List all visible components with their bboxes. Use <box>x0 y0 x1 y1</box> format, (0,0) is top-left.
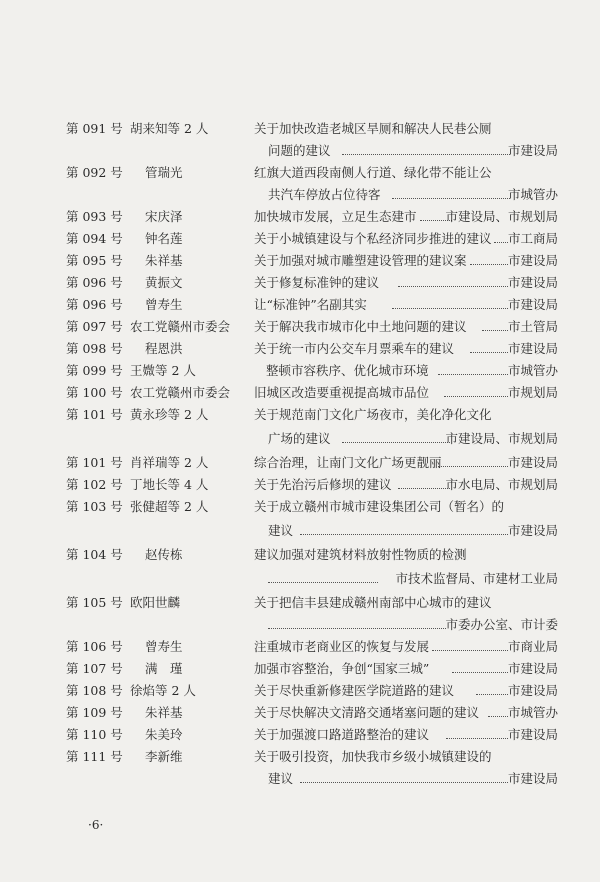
proposal-number: 第 104 号 <box>66 547 123 562</box>
proposal-title-continued: 建议 <box>268 523 294 538</box>
proposal-number: 第 099 号 <box>66 363 123 378</box>
proposal-entry <box>0 272 600 294</box>
proposal-title-continued: 广场的建议 <box>268 431 331 446</box>
dot-leader <box>392 308 508 309</box>
dot-leader <box>300 534 508 535</box>
proposal-entry-continued <box>0 768 600 790</box>
proposal-author: 张健超等 2 人 <box>130 499 209 514</box>
proposal-title: 红旗大道西段南侧人行道、绿化带不能让公 <box>254 165 492 180</box>
dot-leader <box>446 738 508 739</box>
proposal-author: 宋庆泽 <box>145 209 183 224</box>
dot-leader <box>268 582 378 583</box>
proposal-title: 整顿市容秩序、优化城市环境 <box>266 363 429 378</box>
proposal-author: 朱祥基 <box>145 253 183 268</box>
proposal-entry <box>0 294 600 316</box>
proposal-author: 王媺等 2 人 <box>130 363 196 378</box>
proposal-entry <box>0 680 600 702</box>
proposal-title: 关于小城镇建设与个私经济同步推进的建议 <box>254 231 492 246</box>
proposal-title: 关于修复标准钟的建议 <box>254 275 380 290</box>
proposal-author: 朱祥基 <box>145 705 183 720</box>
proposal-entry <box>0 360 600 382</box>
proposal-title: 关于尽快解决文清路交通堵塞问题的建议 <box>254 705 480 720</box>
proposal-title: 关于成立赣州市城市建设集团公司（暂名）的 <box>254 499 505 514</box>
proposal-title: 加快城市发展，立足生态建市 <box>254 209 417 224</box>
proposal-title: 关于解决我市城市化中土地问题的建议 <box>254 319 467 334</box>
proposal-title: 关于规范南门文化广场夜市，美化净化文化 <box>254 407 492 422</box>
dot-leader <box>482 330 508 331</box>
dot-leader <box>470 352 508 353</box>
dot-leader <box>398 488 450 489</box>
proposal-title: 关于统一市内公交车月票乘车的建议 <box>254 341 455 356</box>
proposal-author: 农工党赣州市委会 <box>130 319 231 334</box>
proposal-author: 胡来知等 2 人 <box>130 121 209 136</box>
proposal-author: 欧阳世麟 <box>130 595 181 610</box>
proposal-author: 管瑞光 <box>145 165 183 180</box>
responsible-department: 市建设局 <box>507 661 558 676</box>
proposal-entry-continued <box>0 568 600 590</box>
dot-leader <box>444 396 508 397</box>
proposal-author: 李新维 <box>145 749 183 764</box>
proposal-number: 第 101 号 <box>66 407 123 422</box>
proposal-entry <box>0 702 600 724</box>
proposal-number: 第 102 号 <box>66 477 123 492</box>
proposal-title: 关于吸引投资，加快我市乡级小城镇建设的 <box>254 749 492 764</box>
proposal-entry-continued <box>0 140 600 162</box>
proposal-title: 建议加强对建筑材料放射性物质的检测 <box>254 547 467 562</box>
proposal-author: 曾寿生 <box>145 639 183 654</box>
proposal-number: 第 091 号 <box>66 121 123 136</box>
proposal-number: 第 110 号 <box>66 727 123 742</box>
responsible-department: 市建设局 <box>507 455 558 470</box>
responsible-department: 市城管办 <box>507 705 558 720</box>
proposal-number: 第 093 号 <box>66 209 123 224</box>
proposal-title: 关于尽快重新修建医学院道路的建议 <box>254 683 455 698</box>
proposal-title-continued: 共汽车停放占位待客 <box>268 187 381 202</box>
proposal-title: 让“标准钟”名副其实 <box>254 297 367 312</box>
proposal-entry <box>0 474 600 496</box>
responsible-department: 市城管办 <box>507 363 558 378</box>
responsible-department: 市建设局 <box>507 275 558 290</box>
dot-leader <box>438 466 508 467</box>
proposal-entry <box>0 404 600 426</box>
proposal-number: 第 103 号 <box>66 499 123 514</box>
proposal-number: 第 092 号 <box>66 165 123 180</box>
proposal-number: 第 111 号 <box>66 749 123 764</box>
proposal-number: 第 095 号 <box>66 253 123 268</box>
proposal-number: 第 098 号 <box>66 341 123 356</box>
proposal-author: 程恩洪 <box>145 341 183 356</box>
proposal-entry <box>0 544 600 566</box>
proposal-number: 第 096 号 <box>66 297 123 312</box>
page-number: ·6· <box>88 818 104 832</box>
responsible-department: 市城管办 <box>507 187 558 202</box>
proposal-number: 第 094 号 <box>66 231 123 246</box>
proposal-entry <box>0 592 600 614</box>
dot-leader <box>342 442 450 443</box>
proposal-entry <box>0 228 600 250</box>
responsible-department: 市工商局 <box>507 231 558 246</box>
proposal-number: 第 101 号 <box>66 455 123 470</box>
proposal-title: 综合治理，让南门文化广场更靓丽 <box>254 455 442 470</box>
proposal-title: 关于加快改造老城区旱厕和解决人民巷公厕 <box>254 121 492 136</box>
proposal-entry <box>0 452 600 474</box>
proposal-author: 丁地长等 4 人 <box>130 477 209 492</box>
proposal-author: 满 瑾 <box>145 661 183 676</box>
proposal-number: 第 106 号 <box>66 639 123 654</box>
dot-leader <box>470 264 508 265</box>
proposal-number: 第 097 号 <box>66 319 123 334</box>
proposal-entry <box>0 636 600 658</box>
responsible-department: 市建设局 <box>507 143 558 158</box>
responsible-department: 市建设局 <box>507 253 558 268</box>
proposal-title: 关于加强对城市雕塑建设管理的建议案 <box>254 253 467 268</box>
responsible-department: 市商业局 <box>507 639 558 654</box>
proposal-author: 肖祥瑞等 2 人 <box>130 455 209 470</box>
proposal-entry <box>0 250 600 272</box>
responsible-department: 市土管局 <box>507 319 558 334</box>
responsible-department: 市建设局 <box>507 771 558 786</box>
proposal-entry-continued <box>0 520 600 542</box>
proposal-number: 第 109 号 <box>66 705 123 720</box>
proposal-title: 注重城市老商业区的恢复与发展 <box>254 639 430 654</box>
proposal-title: 旧城区改造要重视提高城市品位 <box>254 385 430 400</box>
responsible-department: 市建设局 <box>507 727 558 742</box>
proposal-entry <box>0 724 600 746</box>
responsible-department: 市建设局 <box>507 297 558 312</box>
proposal-number: 第 108 号 <box>66 683 123 698</box>
dot-leader <box>476 694 508 695</box>
dot-leader <box>452 672 508 673</box>
proposal-entry <box>0 496 600 518</box>
proposal-author: 徐焰等 2 人 <box>130 683 196 698</box>
proposal-entry-continued <box>0 428 600 450</box>
proposal-entry <box>0 118 600 140</box>
responsible-department: 市建设局 <box>507 341 558 356</box>
proposal-author: 黄永珍等 2 人 <box>130 407 209 422</box>
proposal-entry <box>0 746 600 768</box>
proposal-number: 第 100 号 <box>66 385 123 400</box>
proposal-title: 关于加强渡口路道路整治的建议 <box>254 727 430 742</box>
proposal-entry <box>0 316 600 338</box>
responsible-department: 市水电局、市规划局 <box>445 477 558 492</box>
proposal-author: 钟名莲 <box>145 231 183 246</box>
proposal-title: 加强市容整治，争创“国家三城” <box>254 661 430 676</box>
responsible-department: 市委办公室、市计委 <box>445 617 558 632</box>
dot-leader <box>392 198 510 199</box>
proposal-author: 黄振文 <box>145 275 183 290</box>
dot-leader <box>438 374 508 375</box>
proposal-entry <box>0 658 600 680</box>
dot-leader <box>494 242 508 243</box>
proposal-entry <box>0 338 600 360</box>
proposal-author: 农工党赣州市委会 <box>130 385 231 400</box>
proposal-entry-continued <box>0 184 600 206</box>
proposal-number: 第 105 号 <box>66 595 123 610</box>
proposal-title: 关于把信丰县建成赣州南部中心城市的建议 <box>254 595 492 610</box>
proposal-author: 曾寿生 <box>145 297 183 312</box>
dot-leader <box>398 286 508 287</box>
proposal-title: 关于先治污后修坝的建议 <box>254 477 392 492</box>
responsible-department: 市建设局、市规划局 <box>445 209 558 224</box>
responsible-department: 市建设局 <box>507 523 558 538</box>
proposal-entry <box>0 162 600 184</box>
dot-leader <box>342 154 510 155</box>
proposal-title-continued: 建议 <box>268 771 294 786</box>
responsible-department: 市建设局 <box>507 683 558 698</box>
proposal-author: 朱美玲 <box>145 727 183 742</box>
proposal-entry <box>0 206 600 228</box>
proposal-entry-continued <box>0 614 600 636</box>
responsible-department: 市建设局、市规划局 <box>445 431 558 446</box>
dot-leader <box>432 650 508 651</box>
proposal-title-continued: 问题的建议 <box>268 143 331 158</box>
responsible-department: 市规划局 <box>507 385 558 400</box>
responsible-department: 市技术监督局、市建材工业局 <box>395 571 558 586</box>
proposal-number: 第 096 号 <box>66 275 123 290</box>
proposal-entry <box>0 382 600 404</box>
dot-leader <box>300 782 508 783</box>
dot-leader <box>268 628 446 629</box>
proposal-number: 第 107 号 <box>66 661 123 676</box>
proposal-author: 赵传栋 <box>145 547 183 562</box>
dot-leader <box>488 716 508 717</box>
